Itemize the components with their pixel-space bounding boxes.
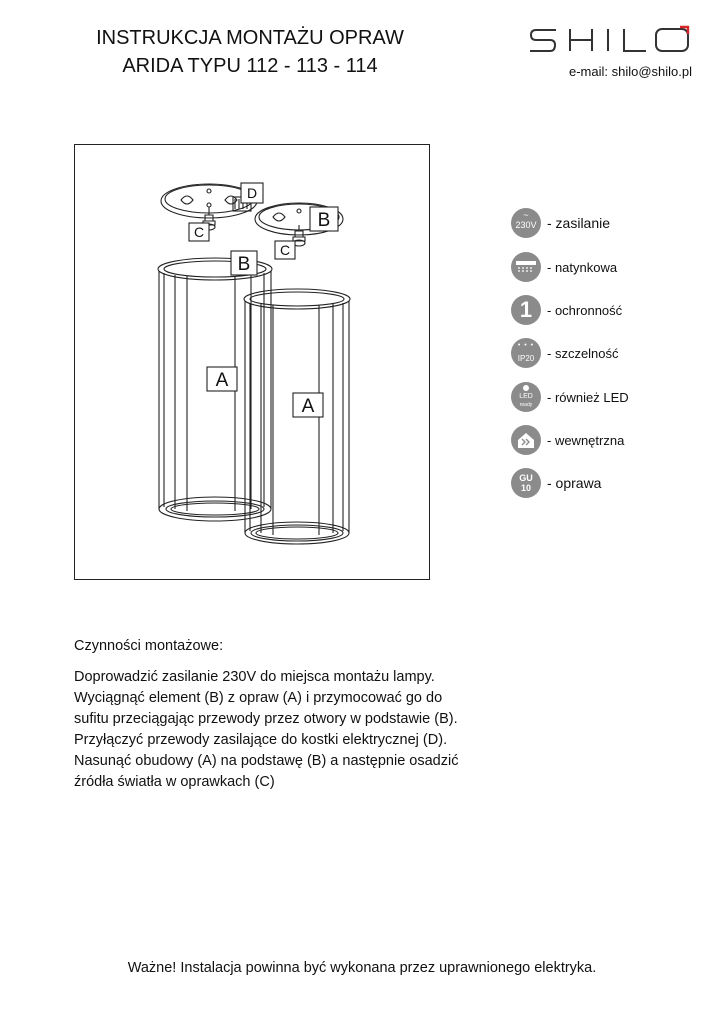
legend-item-indoor — [511, 425, 624, 455]
label-c-1: C — [193, 224, 205, 240]
instruction-line: Przyłączyć przewody zasilające do kostki elektrycznej (D). — [74, 732, 448, 748]
document-title — [60, 24, 440, 80]
instructions-heading: Czynności montażowe: — [74, 638, 224, 654]
indoor-icon — [511, 425, 541, 455]
label-b-top: B — [317, 210, 331, 231]
title-line-1: INSTRUKCJA MONTAŻU OPRAW — [96, 27, 404, 49]
assembly-drawing — [75, 145, 431, 581]
legend-label-protection: - ochronność — [547, 302, 623, 318]
contact-email: e-mail: shilo@shilo.pl — [568, 64, 692, 79]
shilo-logo — [528, 22, 692, 58]
label-d: D — [246, 185, 258, 201]
led-ready-icon: LED ready — [511, 382, 541, 412]
safety-warning: Ważne! Instalacja powinna być wykonana przez uprawnionego elektryka. — [127, 960, 597, 976]
instruction-line: sufitu przeciągając przewody przez otwory w podstawie (B). — [74, 711, 458, 727]
instruction-line: Doprowadzić zasilanie 230V do miejsca montażu lampy. — [74, 669, 435, 685]
surface-mounted-icon — [511, 252, 541, 282]
legend-label-ip: - szczelność — [547, 345, 619, 361]
instruction-line: Nasunąć obudowy (A) na podstawę (B) a następnie osadzić — [74, 753, 459, 769]
legend-item-ip — [511, 338, 619, 368]
label-b-mid: B — [237, 254, 251, 275]
instruction-line: źródła światła w oprawkach (C) — [74, 774, 275, 790]
instruction-line: Wyciągnąć element (B) z opraw (A) i przymocować go do — [74, 690, 443, 706]
shilo-logo-graphic — [528, 22, 692, 58]
label-c-2: C — [279, 242, 291, 258]
label-a-1: A — [215, 370, 229, 391]
legend-item-led — [511, 382, 629, 412]
legend-label-led: - również LED — [547, 389, 629, 405]
label-a-2: A — [301, 396, 315, 417]
protection-class-1-icon: 1 — [511, 295, 541, 325]
legend-item-mounting — [511, 252, 617, 282]
gu10-icon: GU 10 — [511, 468, 541, 498]
legend-label-power: - zasilanie — [547, 215, 611, 231]
legend-item-power — [511, 208, 610, 238]
legend-item-protection — [511, 295, 622, 325]
legend-label-indoor: - wewnętrzna — [547, 432, 625, 448]
legend-item-socket — [511, 468, 601, 498]
legend-label-socket: - oprawa — [547, 475, 602, 491]
title-line-2: ARIDA TYPU 112 - 113 - 114 — [122, 55, 378, 77]
legend-label-mounting: - natynkowa — [547, 259, 618, 275]
voltage-230v-icon: ~ 230V — [511, 208, 541, 238]
assembly-diagram — [74, 144, 430, 580]
ip20-icon: • • • IP20 — [511, 338, 541, 368]
instructions-body — [74, 667, 534, 793]
